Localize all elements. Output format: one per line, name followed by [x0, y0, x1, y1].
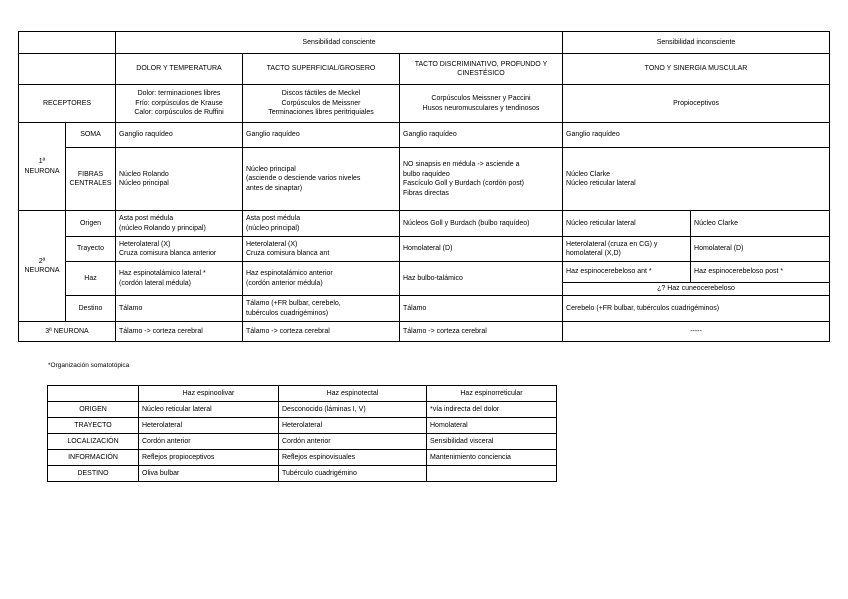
- neurona3-dolor: Tálamo -> corteza cerebral: [116, 322, 243, 342]
- sec-row-label-trayecto: TRAYECTO: [48, 418, 139, 434]
- sec-corner-cell: [48, 386, 139, 402]
- sec-cell: Desconocido (láminas I, V): [279, 402, 427, 418]
- sec-cell: Sensibilidad visceral: [427, 434, 557, 450]
- haz-dolor: Haz espinotalámico lateral * (cordón lateral médula): [116, 262, 243, 296]
- sec-row-label-origen: ORIGEN: [48, 402, 139, 418]
- fibras-tacto-superficial: Núcleo principal (asciende o desciende varios niveles antes de sinaptar): [243, 148, 400, 211]
- receptores-tacto-discriminativo: Corpúsculos Meissner y Paccini Husos neuromusculares y tendinosos: [400, 85, 563, 123]
- trayecto-dolor: Heterolateral (X) Cruza comisura blanca anterior: [116, 237, 243, 262]
- label-origen: Origen: [66, 211, 116, 237]
- sec-cell: Cordón anterior: [279, 434, 427, 450]
- haz-tono-a: Haz espinocerebeloso ant *: [563, 262, 691, 283]
- trayecto-tacto-discriminativo: Homolateral (D): [400, 237, 563, 262]
- destino-tacto-discriminativo: Tálamo: [400, 296, 563, 322]
- sec-header-espinorreticular: Haz espinorreticular: [427, 386, 557, 402]
- sec-cell: *vía indirecta del dolor: [427, 402, 557, 418]
- header-tacto-discriminativo: TACTO DISCRIMINATIVO, PROFUNDO Y CINESTÉSICO: [400, 54, 563, 85]
- origen-tacto-discriminativo: Núcleos Goll y Burdach (bulbo raquídeo): [400, 211, 563, 237]
- haz-tacto-superficial: Haz espinotalámico anterior (cordón anterior médula): [243, 262, 400, 296]
- neurona3-tono: -----: [563, 322, 830, 342]
- receptores-tacto-superficial: Discos táctiles de Meckel Corpúsculos de Meissner Terminaciones libres peritriquiales: [243, 85, 400, 123]
- origen-tono-b: Núcleo Clarke: [691, 211, 830, 237]
- receptores-tono: Propioceptivos: [563, 85, 830, 123]
- sec-header-espinoolivar: Haz espinoolivar: [139, 386, 279, 402]
- secondary-tracts-table: [47, 385, 557, 482]
- header-dolor: DOLOR Y TEMPERATURA: [116, 54, 243, 85]
- row-label-neurona-1: 1ª NEURONA: [19, 123, 66, 211]
- trayecto-tono-b: Homolateral (D): [691, 237, 830, 262]
- row-label-neurona-3: 3ª NEURONA: [19, 322, 116, 342]
- haz-tacto-discriminativo: Haz bulbo-talámico: [400, 262, 563, 296]
- sec-cell: [427, 466, 557, 482]
- label-soma: SOMA: [66, 123, 116, 148]
- trayecto-tono-a: Heterolateral (cruza en CG) y homolateral (X,D): [563, 237, 691, 262]
- row-label-neurona-2: 2ª NEURONA: [19, 211, 66, 322]
- origen-tono-a: Núcleo reticular lateral: [563, 211, 691, 237]
- soma-tacto-superficial: Ganglio raquídeo: [243, 123, 400, 148]
- sec-row-label-destino: DESTINO: [48, 466, 139, 482]
- sec-cell: Reflejos espinovisuales: [279, 450, 427, 466]
- destino-dolor: Tálamo: [116, 296, 243, 322]
- soma-tono: Ganglio raquídeo: [563, 123, 830, 148]
- haz-tono-b: Haz espinocerebeloso post *: [691, 262, 830, 283]
- fibras-dolor: Núcleo Rolando Núcleo principal: [116, 148, 243, 211]
- corner-cell: [19, 32, 116, 54]
- sec-cell: Heterolateral: [279, 418, 427, 434]
- sec-cell: Homolateral: [427, 418, 557, 434]
- neurona3-tacto-superficial: Tálamo -> corteza cerebral: [243, 322, 400, 342]
- sec-cell: Núcleo reticular lateral: [139, 402, 279, 418]
- destino-tono: Cerebelo (+FR bulbar, tubérculos cuadrigéminos): [563, 296, 830, 322]
- sec-cell: Mantenimiento conciencia: [427, 450, 557, 466]
- trayecto-tacto-superficial: Heterolateral (X) Cruza comisura blanca ant: [243, 237, 400, 262]
- soma-tacto-discriminativo: Ganglio raquídeo: [400, 123, 563, 148]
- sec-cell: Tubérculo cuadrigémino: [279, 466, 427, 482]
- corner-cell-2: [19, 54, 116, 85]
- receptores-dolor: Dolor: terminaciones libres Frío: corpúsculos de Krause Calor: corpúsculos de Ruffini: [116, 85, 243, 123]
- header-tono: TONO Y SINERGIA MUSCULAR: [563, 54, 830, 85]
- sec-row-label-localizacion: LOCALIZACIÓN: [48, 434, 139, 450]
- label-destino: Destino: [66, 296, 116, 322]
- sec-header-espinotectal: Haz espinotectal: [279, 386, 427, 402]
- sec-cell: Heterolateral: [139, 418, 279, 434]
- footnote-somatotopica: *Organización somatotópica: [48, 362, 130, 369]
- sec-cell: Reflejos propioceptivos: [139, 450, 279, 466]
- sec-row-label-informacion: INFORMACIÓN: [48, 450, 139, 466]
- label-fibras-centrales: FIBRAS CENTRALES: [66, 148, 116, 211]
- header-inconsciente: Sensibilidad inconsciente: [563, 32, 830, 54]
- neural-pathways-table: [18, 31, 830, 342]
- label-trayecto: Trayecto: [66, 237, 116, 262]
- header-tacto-superficial: TACTO SUPERFICIAL/GROSERO: [243, 54, 400, 85]
- soma-dolor: Ganglio raquídeo: [116, 123, 243, 148]
- neurona3-tacto-discriminativo: Tálamo -> corteza cerebral: [400, 322, 563, 342]
- sec-cell: Oliva bulbar: [139, 466, 279, 482]
- row-label-receptores: RECEPTORES: [19, 85, 116, 123]
- destino-tacto-superficial: Tálamo (+FR bulbar, cerebelo, tubérculos cuadrigéminos): [243, 296, 400, 322]
- origen-tacto-superficial: Asta post médula (núcleo principal): [243, 211, 400, 237]
- haz-tono-extra: ¿? Haz cuneocerebeloso: [563, 283, 830, 296]
- fibras-tono: Núcleo Clarke Núcleo reticular lateral: [563, 148, 830, 211]
- sec-cell: Cordón anterior: [139, 434, 279, 450]
- origen-dolor: Asta post médula (núcleo Rolando y principal): [116, 211, 243, 237]
- fibras-tacto-discriminativo: NO sinapsis en médula -> asciende a bulbo raquídeo Fascículo Goll y Burdach (cordón post) Fibras directas: [400, 148, 563, 211]
- header-consciente: Sensibilidad consciente: [116, 32, 563, 54]
- label-haz: Haz: [66, 262, 116, 296]
